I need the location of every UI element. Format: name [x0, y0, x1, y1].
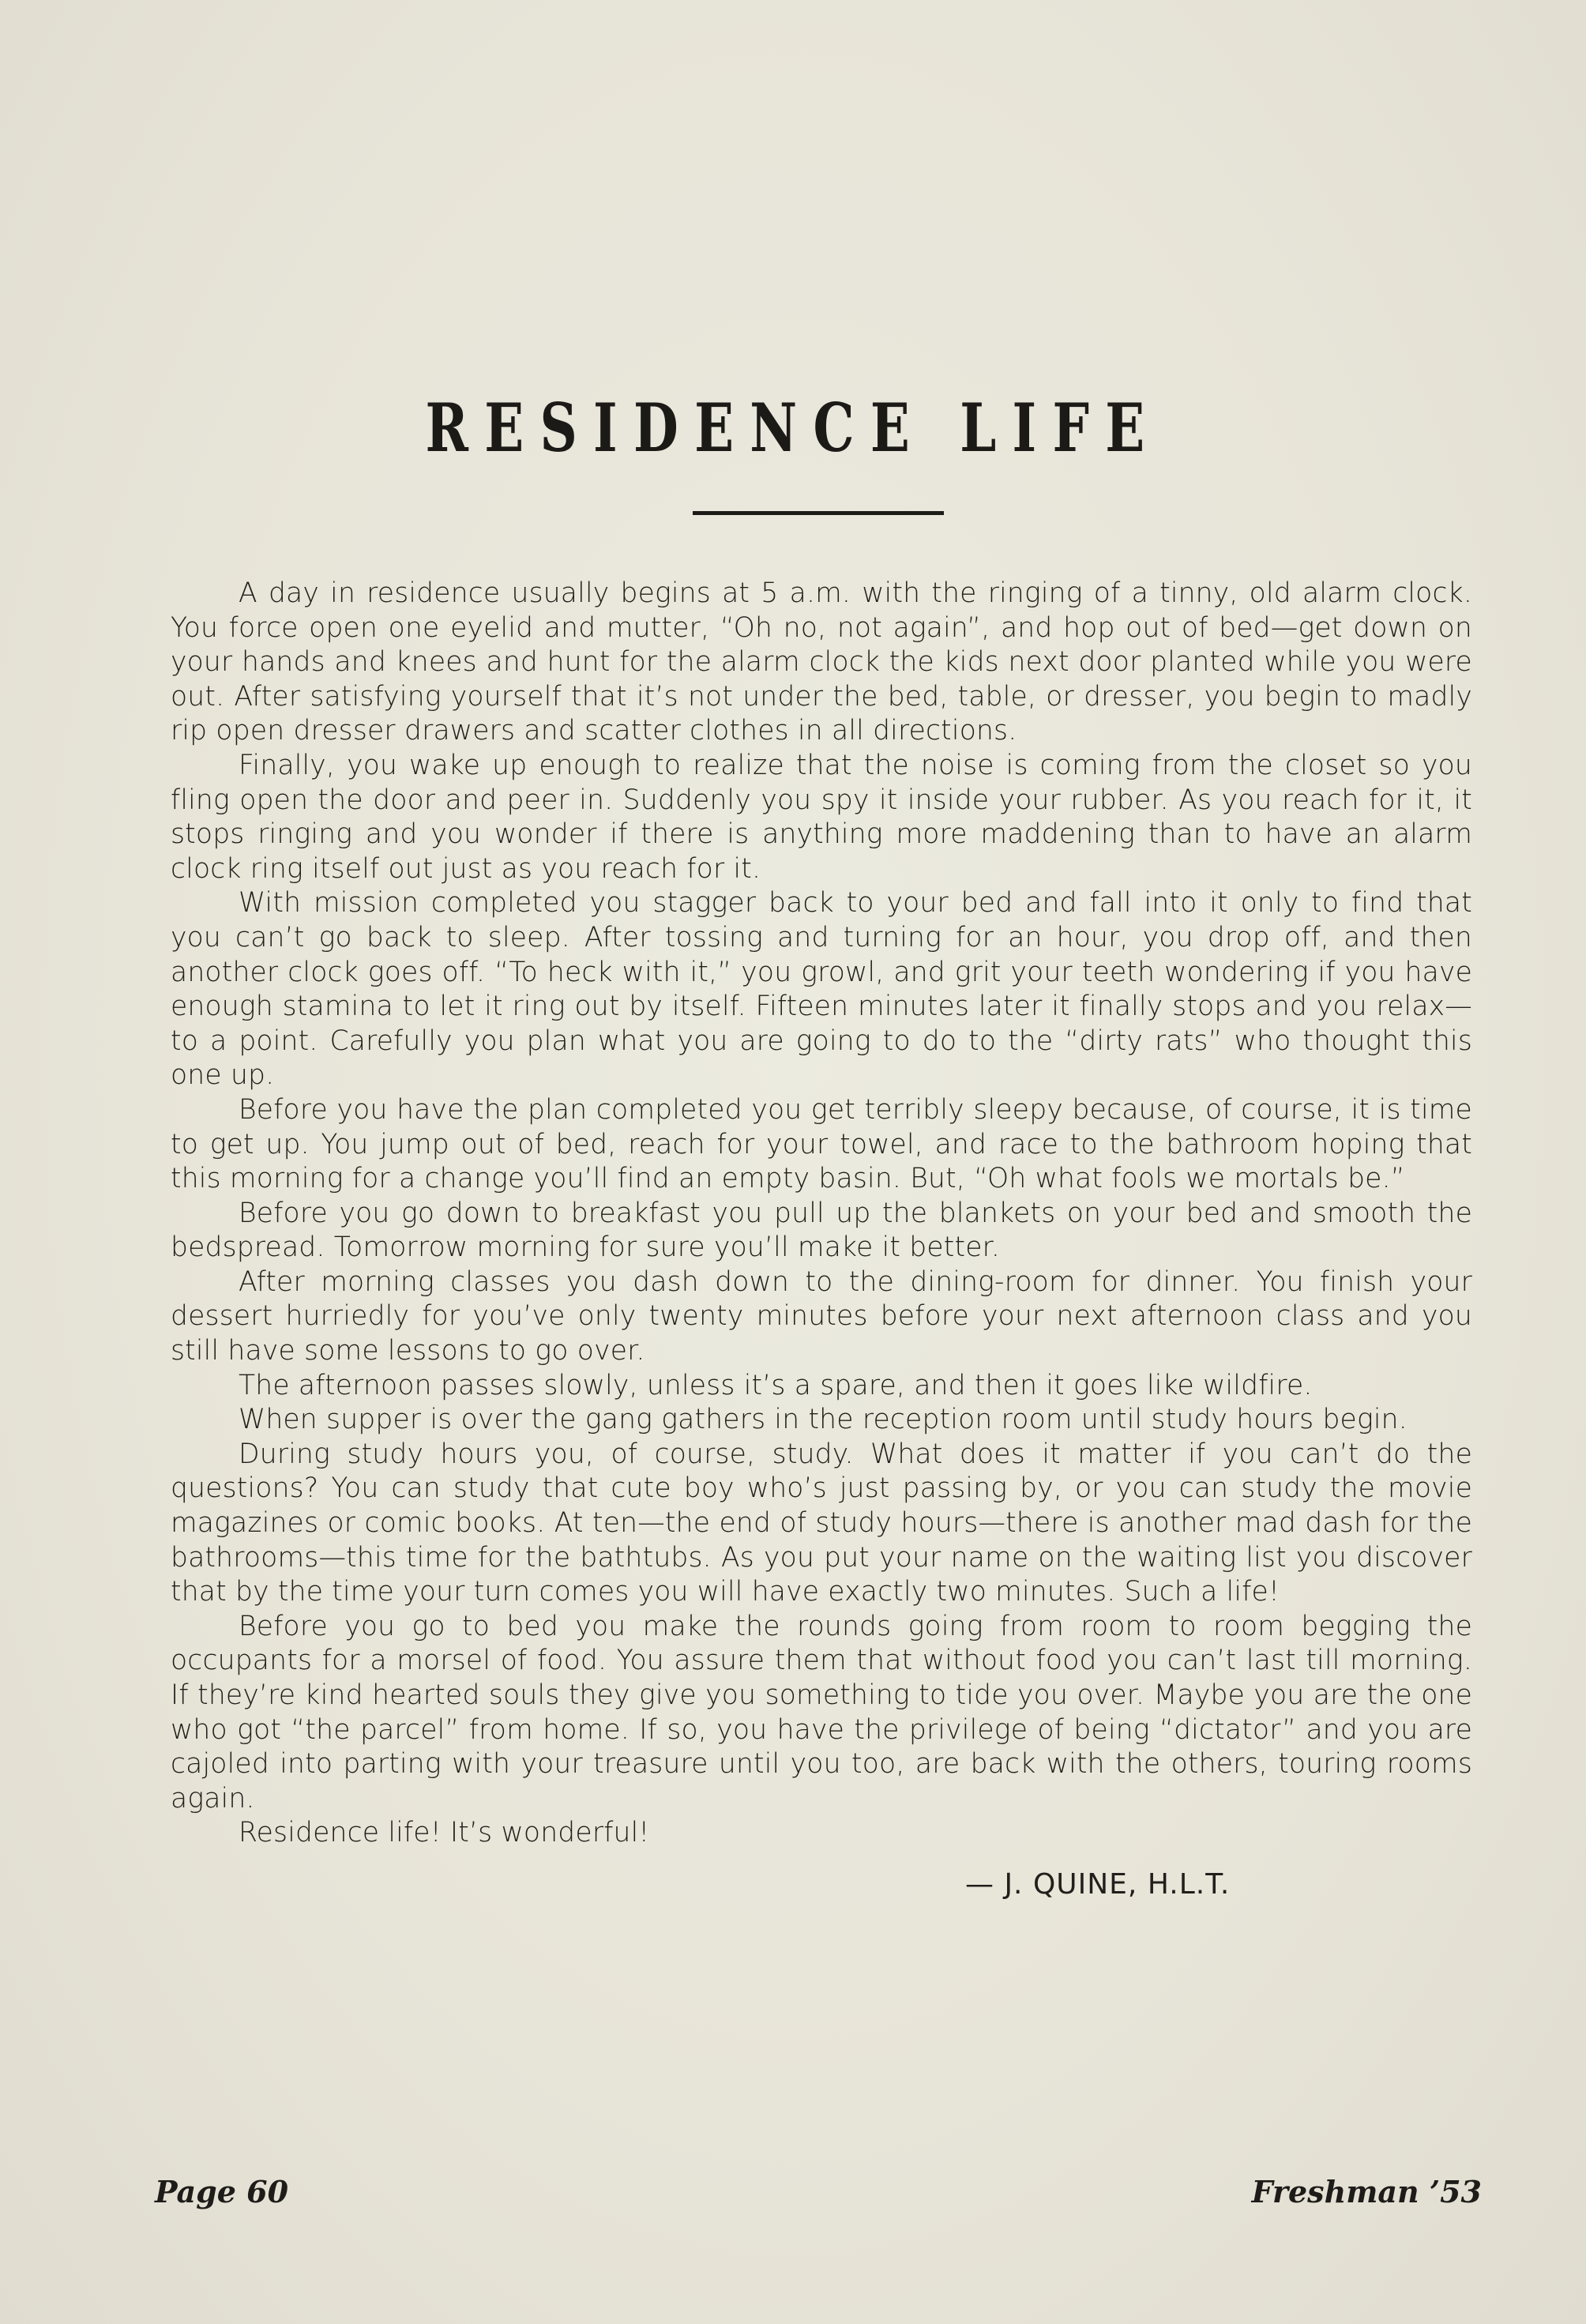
paragraph: Before you go down to breakfast you pull up the blankets on your bed and smooth the bedspread. Tomorrow morning for sure you’ll make it better.	[171, 1197, 1472, 1264]
paragraph: With mission completed you stagger back to your bed and fall into it only to find that you can’t go back to sleep. After tossing and turning for an hour, you drop off, and then another clock goes off. “To heck with it,” you growl, and grit your teeth wondering if you have enough stamina to let it ring out by itself. Fifteen minutes later it finally stops and you relax—to a point. Carefully you plan what you are going to do to the “dirty rats” who thought this one up.	[171, 887, 1472, 1092]
paragraph: Finally, you wake up enough to realize that the noise is coming from the closet so you fling open the door and peer in. Suddenly you spy it inside your rubber. As you reach for it, it stops ringing and you wonder if there is anything more maddening than to have an alarm clock ring itself out just as you reach for it.	[171, 749, 1472, 885]
paragraph: After morning classes you dash down to the dining-room for dinner. You finish your dessert hurriedly for you’ve only twenty minutes before your next afternoon class and you still have some lessons to go over.	[171, 1265, 1472, 1367]
paragraph: Before you have the plan completed you get terribly sleepy because, of course, it is time to get up. You jump out of bed, reach for your towel, and race to the bathroom hoping that this morning for a change you’ll find an empty basin. But, “Oh what fools we mortals be.”	[171, 1093, 1472, 1195]
paragraph: The afternoon passes slowly, unless it’s a spare, and then it goes like wildfire.	[239, 1369, 1313, 1401]
paragraph: A day in residence usually begins at 5 a.m. with the ringing of a tinny, old alarm clock. You force open one eyelid and mutter, “Oh no, not again”, and hop out of bed—get down on your hands and knees and hunt for the alarm clock the kids next door planted while you were out. After satisfying yourself that it’s not under the bed, table, or dresser, you begin to madly rip open dresser drawers and scatter clothes in all directions.	[171, 577, 1472, 747]
author-signature: — J. QUINE, H.L.T.	[965, 1868, 1231, 1901]
article-body	[171, 577, 1472, 1851]
paragraph: Before you go to bed you make the rounds going from room to room begging the occupants for a morsel of food. You assure them that without food you can’t last till morning. If they’re kind hearted souls they give you something to tide you over. Maybe you are the one who got “the parcel” from home. If so, you have the privilege of being “dictator” and you are cajoled into parting with your treasure until you too, are back with the others, touring rooms again.	[171, 1610, 1472, 1814]
title-divider	[693, 511, 944, 515]
page-title: RESIDENCE LIFE	[425, 389, 1161, 467]
publication-name: Freshman ’53	[1251, 2174, 1482, 2209]
paragraph: During study hours you, of course, study. What does it matter if you can’t do the questions? You can study that cute boy who’s just passing by, or you can study the movie magazines or comic books. At ten—the end of study hours—there is another mad dash for the bathrooms—this time for the bathtubs. As you put your name on the waiting list you discover that by the time your turn comes you will have exactly two minutes. Such a life!	[171, 1438, 1472, 1608]
page-number: Page 60	[155, 2174, 289, 2209]
paragraph: When supper is over the gang gathers in the reception room until study hours begin.	[239, 1404, 1407, 1436]
paragraph: Residence life! It’s wonderful!	[239, 1817, 650, 1849]
